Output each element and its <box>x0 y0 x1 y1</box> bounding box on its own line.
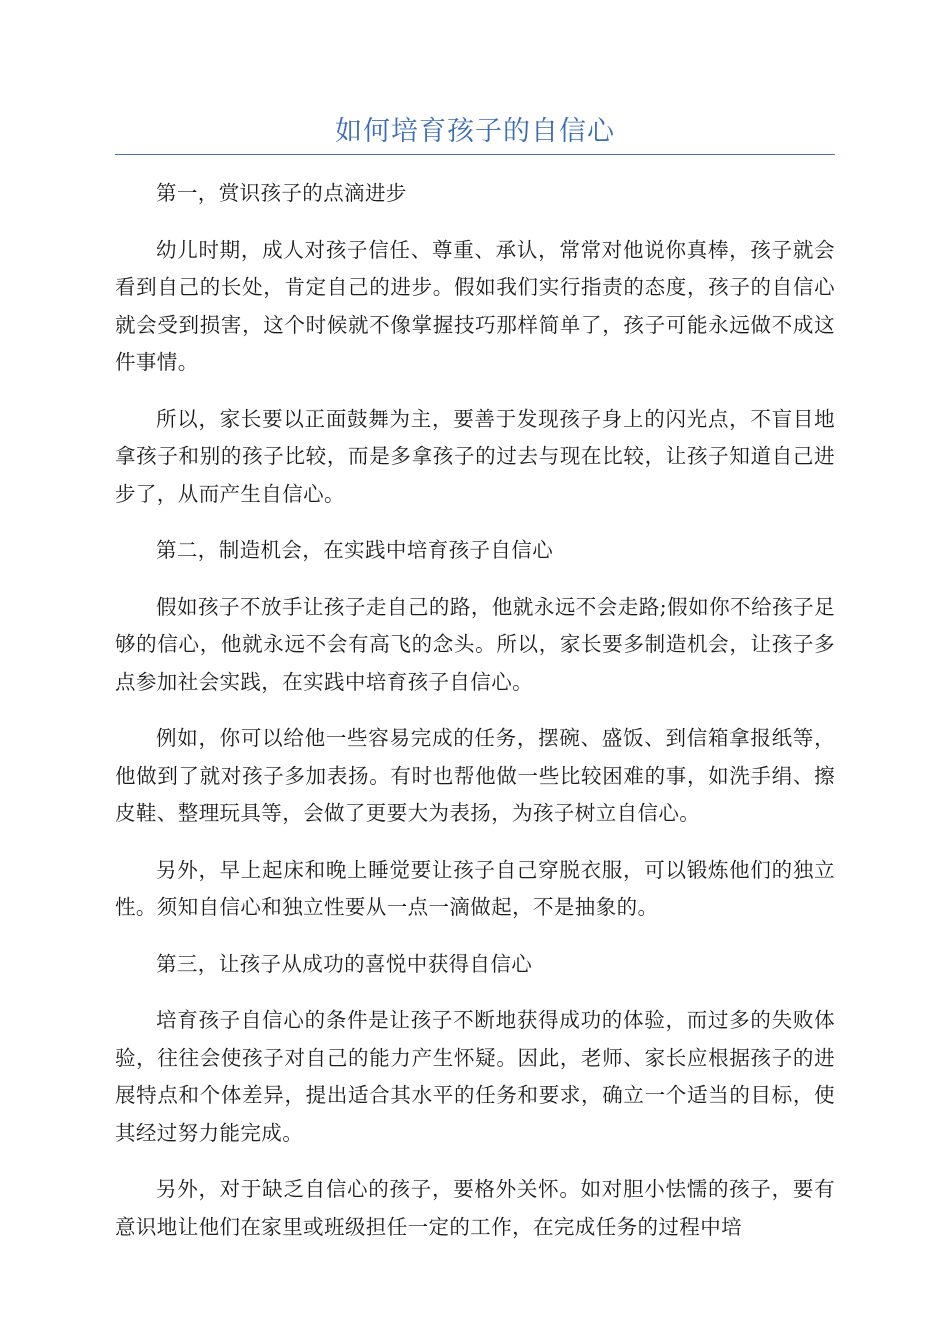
section-heading-1: 第一，赏识孩子的点滴进步 <box>156 181 407 205</box>
paragraph: 另外，早上起床和晚上睡觉要让孩子自己穿脱衣服，可以锻炼他们的独立性。须知自信心和独立性要从一点一滴做起，不是抽象的。 <box>115 857 835 919</box>
section-heading-3: 第三，让孩子从成功的喜悦中获得自信心 <box>156 951 533 976</box>
paragraph: 所以，家长要以正面鼓舞为主，要善于发现孩子身上的闪光点，不盲目地拿孩子和别的孩子比较，而是多拿孩子的过去与现在比较，让孩子知道自己进步了，从而产生自信心。 <box>115 406 835 506</box>
paragraph: 假如孩子不放手让孩子走自己的路，他就永远不会走路;假如你不给孩子足够的信心，他就永远不会有高飞的念头。所以，家长要多制造机会，让孩子多点参加社会实践，在实践中培育孩子自信心。 <box>115 594 835 694</box>
paragraph: 另外，对于缺乏自信心的孩子，要格外关怀。如对胆小怯懦的孩子，要有意识地让他们在家里或班级担任一定的工作，在完成任务的过程中培 <box>115 1177 835 1239</box>
paragraph: 幼儿时期，成人对孩子信任、尊重、承认，常常对他说你真棒，孩子就会看到自己的长处，肯定自己的进步。假如我们实行指责的态度，孩子的自信心就会受到损害，这个时候就不像掌握技巧那样简单了，孩子可能永远做不成这件事情。 <box>115 237 835 374</box>
document-body <box>115 175 835 1265</box>
paragraph: 培育孩子自信心的条件是让孩子不断地获得成功的体验，而过多的失败体验，往往会使孩子对自己的能力产生怀疑。因此，老师、家长应根据孩子的进展特点和个体差异，提出适合其水平的任务和要求，确立一个适当的目标，使其经过努力能完成。 <box>115 1008 835 1145</box>
title-divider <box>115 154 835 155</box>
paragraph: 例如，你可以给他一些容易完成的任务，摆碗、盛饭、到信箱拿报纸等，他做到了就对孩子多加表扬。有时也帮他做一些比较困难的事，如洗手绢、擦皮鞋、整理玩具等，会做了更要大为表扬，为孩子树立自信心。 <box>115 726 835 825</box>
section-heading-2: 第二，制造机会，在实践中培育孩子自信心 <box>156 538 554 562</box>
page-title: 如何培育孩子的自信心 <box>335 116 615 147</box>
